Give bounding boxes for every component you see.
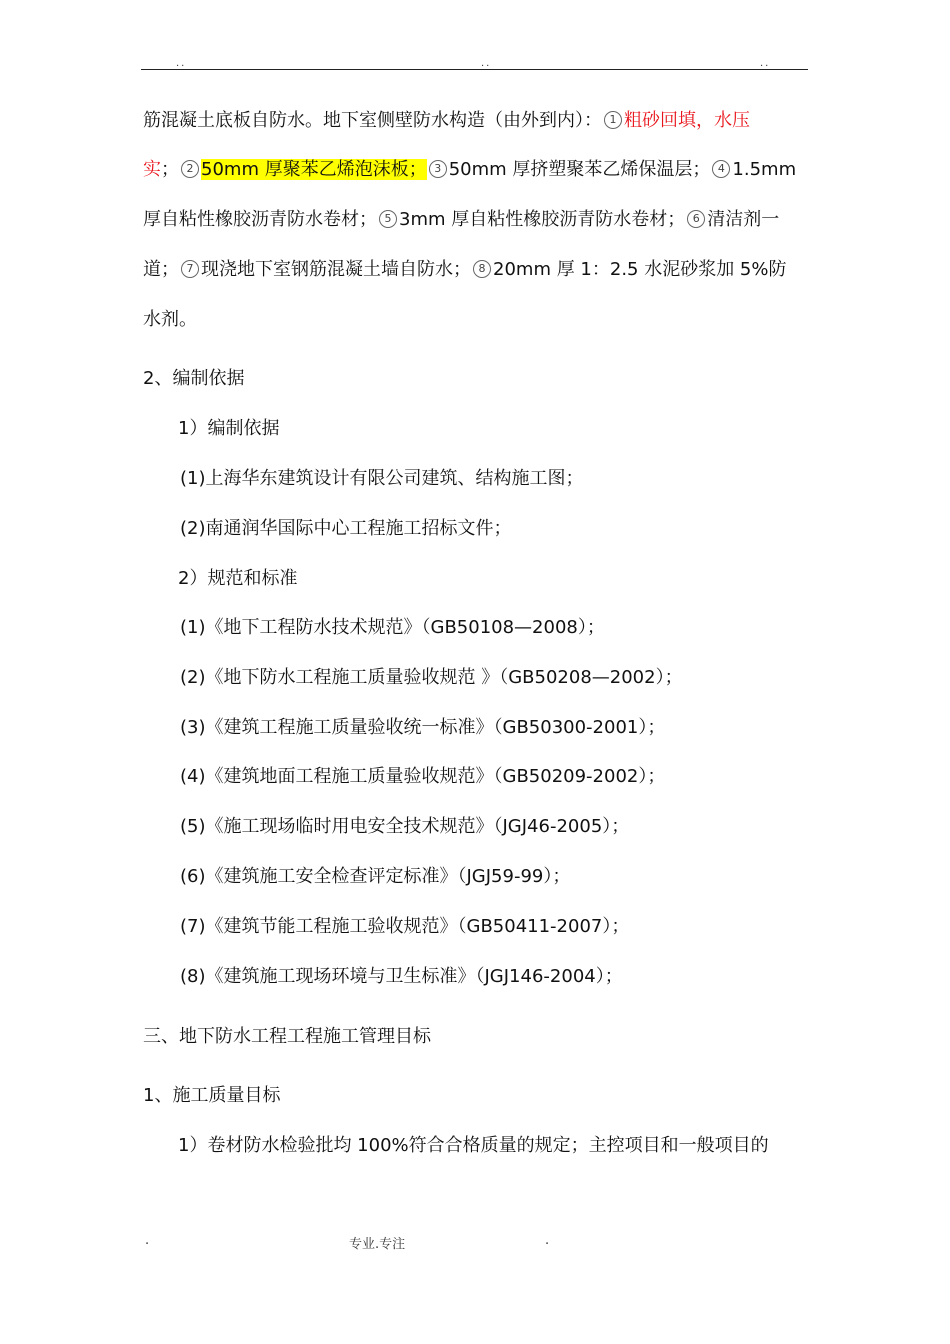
circled-number-2: 2 [181,160,199,178]
text-run: 清洁剂一 [707,209,780,230]
standard-item: (5)《施工现场临时用电安全技术规范》（JGJ46-2005）； [180,816,630,837]
text-run: 筋混凝土底板自防水。地下室侧壁防水构造（由外到内）： [143,110,602,131]
standard-item: (1)《地下工程防水技术规范》（GB50108—2008）； [180,617,605,638]
text-run: 3mm 厚自粘性橡胶沥青防水卷材； [399,209,686,230]
circled-number-4: 4 [712,160,730,178]
red-text-run: 粗砂回填，水压 [624,110,750,131]
text-run: 20mm 厚 1：2.5 水泥砂浆加 5%防 [493,259,787,280]
footer-mark-right: . [545,1233,550,1248]
standard-item: (4)《建筑地面工程施工质量验收规范》（GB50209-2002）； [180,766,666,787]
highlighted-text-run: 50mm 厚聚苯乙烯泡沫板； [201,159,427,180]
text-run: 厚自粘性橡胶沥青防水卷材； [143,209,377,230]
paragraph-line-1 [143,108,750,134]
standard-item: (3)《建筑工程施工质量验收统一标准》（GB50300-2001）； [180,717,666,738]
text-run: ； [161,159,179,180]
text-run: 道； [143,259,179,280]
list-item: (2)南通润华国际中心工程施工招标文件； [180,518,512,539]
standard-item: (7)《建筑节能工程施工验收规范》（GB50411-2007）； [180,916,630,937]
paragraph-line-5: 水剂。 [143,309,197,330]
standard-item: (6)《建筑施工安全检查评定标准》（JGJ59-99）； [180,866,571,887]
subsection-heading: 1、施工质量目标 [143,1085,281,1106]
circled-number-7: 7 [181,260,199,278]
text-run: 现浇地下室钢筋混凝土墙自防水； [201,259,471,280]
red-text-run: 实 [143,159,161,180]
section-heading-2: 2、编制依据 [143,368,245,389]
circled-number-3: 3 [429,160,447,178]
paragraph-line: 1）卷材防水检验批均 100%符合合格质量的规定；主控项目和一般项目的 [178,1135,769,1156]
standard-item: (8)《建筑施工现场环境与卫生标准》（JGJ146-2004）； [180,966,623,987]
section-heading-3: 三、地下防水工程工程施工管理目标 [143,1026,431,1047]
footer-mark-left: . [145,1233,150,1248]
circled-number-5: 5 [379,210,397,228]
circled-number-6: 6 [687,210,705,228]
circled-number-8: 8 [473,260,491,278]
subsection-heading: 1）编制依据 [178,418,280,439]
text-run: 1.5mm [732,159,797,180]
footer-text: 专业.专注 [349,1237,406,1252]
subsection-heading: 2）规范和标准 [178,568,298,589]
circled-number-1: 1 [604,111,622,129]
paragraph-line-2 [143,157,796,183]
paragraph-line-4 [143,257,787,283]
standard-item: (2)《地下防水工程施工质量验收规范 》（GB50208—2002）； [180,667,683,688]
header-rule [141,69,808,70]
header-mark-center: .. [481,58,492,69]
paragraph-line-3 [143,207,779,233]
text-run: 50mm 厚挤塑聚苯乙烯保温层； [448,159,711,180]
list-item: (1)上海华东建筑设计有限公司建筑、结构施工图； [180,468,584,489]
header-mark-left: .. [176,58,187,69]
header-mark-right: .. [760,58,771,69]
